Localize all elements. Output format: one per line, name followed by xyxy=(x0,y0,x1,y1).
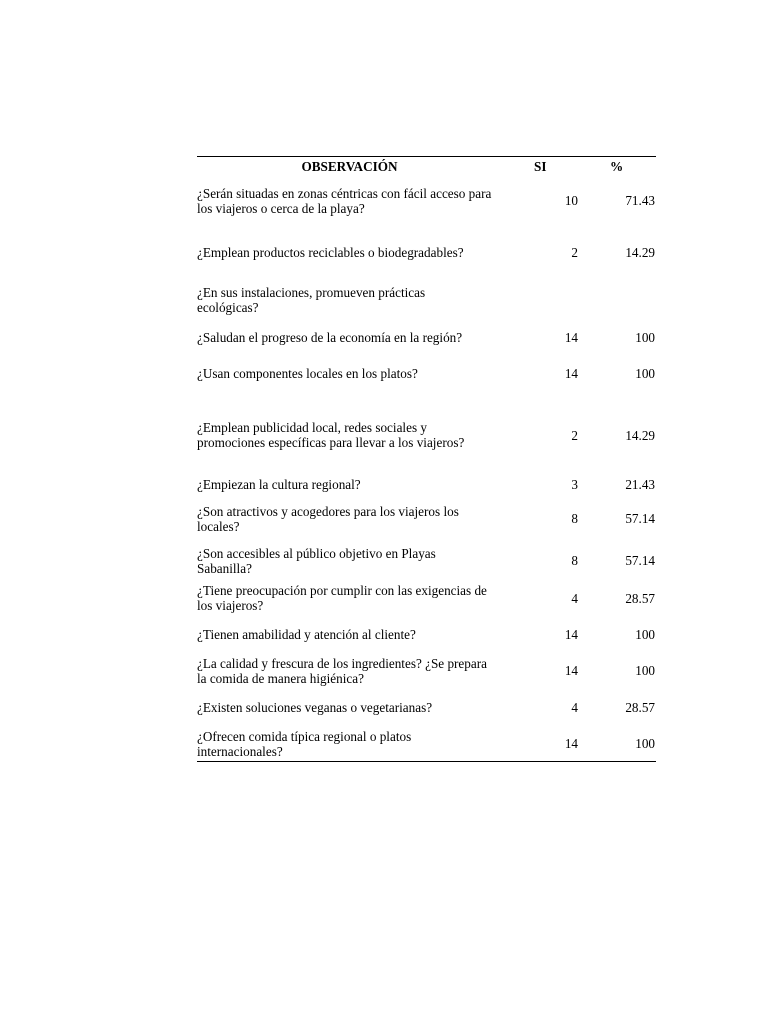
row-si: 8 xyxy=(571,511,578,526)
row-si: 14 xyxy=(564,736,578,751)
row-percent: 71.43 xyxy=(625,193,655,208)
row-question: ¿La calidad y frescura de los ingredientes? ¿Se prepara la comida de manera higiénica? xyxy=(197,656,487,686)
row-percent: 57.14 xyxy=(625,511,655,526)
row-percent: 14.29 xyxy=(625,245,655,260)
row-percent: 100 xyxy=(635,330,655,345)
row-percent: 100 xyxy=(635,627,655,642)
row-si: 2 xyxy=(571,245,578,260)
row-question: ¿Empiezan la cultura regional? xyxy=(197,477,361,492)
row-question: ¿Saludan el progreso de la economía en la región? xyxy=(197,330,463,345)
row-question: ¿Emplean publicidad local, redes sociales y promociones específicas para llevar a los viajeros? xyxy=(197,420,465,450)
table-top-rule xyxy=(197,156,656,157)
row-percent: 21.43 xyxy=(625,477,655,492)
row-si: 2 xyxy=(571,428,578,443)
row-si: 14 xyxy=(564,330,578,345)
row-si: 14 xyxy=(564,627,578,642)
table-bottom-rule xyxy=(197,761,656,762)
row-percent: 14.29 xyxy=(625,428,655,443)
row-percent: 28.57 xyxy=(625,591,655,606)
row-percent: 28.57 xyxy=(625,700,655,715)
row-percent: 57.14 xyxy=(625,553,655,568)
row-percent: 100 xyxy=(635,366,655,381)
row-si: 14 xyxy=(564,663,578,678)
row-question: ¿Existen soluciones veganas o vegetarianas? xyxy=(197,700,433,715)
row-si: 3 xyxy=(571,477,578,492)
row-question: ¿Emplean productos reciclables o biodegradables? xyxy=(197,245,464,260)
row-question: ¿Usan componentes locales en los platos? xyxy=(197,366,418,381)
row-question: ¿Tienen amabilidad y atención al cliente? xyxy=(197,627,416,642)
row-question: ¿En sus instalaciones, promueven prácticas ecológicas? xyxy=(197,285,426,315)
row-question: ¿Ofrecen comida típica regional o platos internacionales? xyxy=(197,729,412,759)
row-percent: 100 xyxy=(635,736,655,751)
row-si: 10 xyxy=(564,193,578,208)
row-percent: 100 xyxy=(635,663,655,678)
header-si: SI xyxy=(534,159,547,174)
row-question: ¿Serán situadas en zonas céntricas con fácil acceso para los viajeros o cerca de la playa? xyxy=(197,186,492,216)
row-question: ¿Son atractivos y acogedores para los viajeros los locales? xyxy=(197,504,459,534)
row-question: ¿Son accesibles al público objetivo en Playas Sabanilla? xyxy=(197,546,436,576)
row-si: 4 xyxy=(571,700,578,715)
row-question: ¿Tiene preocupación por cumplir con las exigencias de los viajeros? xyxy=(197,583,487,613)
row-si: 14 xyxy=(564,366,578,381)
header-percent: % xyxy=(610,159,624,174)
row-si: 8 xyxy=(571,553,578,568)
header-observation: OBSERVACIÓN xyxy=(301,159,398,174)
row-si: 4 xyxy=(571,591,578,606)
